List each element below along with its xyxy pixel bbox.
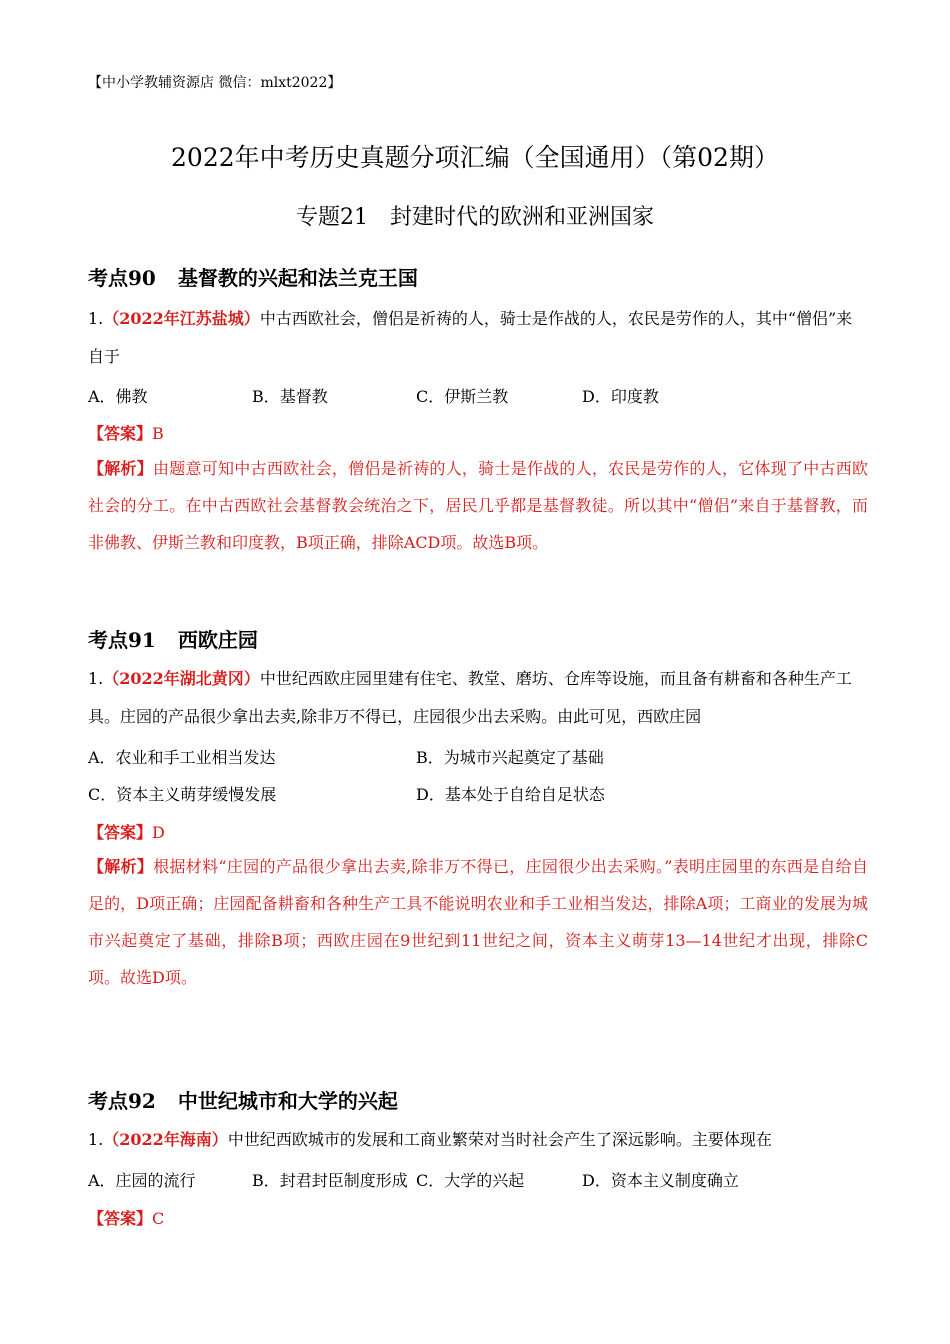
analysis-paragraph: [88, 450, 868, 561]
analysis-text: 由题意可知中古西欧社会，僧侣是祈祷的人，骑士是作战的人，农民是劳作的人，它体现了中古西欧社会的分工。在中古西欧社会基督教会统治之下，居民几乎都是基督教徒。所以其中“僧侣”来自于基督教，而非佛教、伊斯兰教和印度教，B项正确，排除ACD项。故选B项。: [88, 459, 868, 552]
section-name: 中世纪城市和大学的兴起: [177, 1089, 398, 1113]
option-b: B．封君封臣制度形成: [252, 1171, 408, 1190]
section-heading-90: [88, 262, 418, 291]
answer-value: C: [152, 1209, 165, 1228]
topic-subtitle: 专题21 封建时代的欧洲和亚洲国家: [296, 205, 654, 230]
question-text: 中古西欧社会，僧侣是祈祷的人，骑士是作战的人，农民是劳作的人，其中“僧侣”来自于: [88, 309, 853, 366]
option-c: C．资本主义萌芽缓慢发展: [88, 785, 277, 804]
answer-value: D: [152, 823, 165, 842]
question-text: 中世纪西欧庄园里建有住宅、教堂、磨坊、仓库等设施，而且备有耕畜和各种生产工具。庄园的产品很少拿出去卖,除非万不得已，庄园很少出去采购。由此可见，西欧庄园: [88, 669, 852, 726]
answer-label: 【答案】: [88, 823, 153, 842]
question-stem: [88, 660, 868, 736]
section-name: 基督教的兴起和法兰克王国: [177, 266, 418, 290]
question-text: 中世纪西欧城市的发展和工商业繁荣对当时社会产生了深远影响。主要体现在: [227, 1130, 772, 1149]
question-source: （2022年江苏盐城）: [103, 309, 260, 328]
option-b: B．为城市兴起奠定了基础: [416, 748, 604, 767]
answer-value: B: [152, 424, 164, 443]
section-heading-92: [88, 1085, 398, 1114]
option-d: D．资本主义制度确立: [582, 1171, 739, 1190]
answer-line: [88, 421, 164, 444]
section-name: 西欧庄园: [177, 628, 258, 652]
option-a: A．农业和手工业相当发达: [88, 748, 276, 767]
analysis-paragraph: [88, 848, 868, 996]
option-c: C．伊斯兰教: [416, 387, 509, 406]
question-number: 1.: [88, 1130, 104, 1149]
question-stem: [88, 1121, 868, 1159]
answer-label: 【答案】: [88, 424, 153, 443]
analysis-label: 【解析】: [88, 857, 154, 876]
question-stem: [88, 300, 868, 376]
option-d: D．印度教: [582, 387, 659, 406]
section-number: 考点92: [88, 1089, 156, 1113]
option-a: A．庄园的流行: [88, 1171, 196, 1190]
option-a: A．佛教: [88, 387, 148, 406]
option-b: B．基督教: [252, 387, 328, 406]
option-d: D．基本处于自给自足状态: [416, 785, 605, 804]
section-number: 考点91: [88, 628, 156, 652]
analysis-label: 【解析】: [88, 459, 154, 478]
answer-line: [88, 820, 165, 843]
section-number: 考点90: [88, 266, 156, 290]
question-number: 1.: [88, 309, 104, 328]
document-title: 2022年中考历史真题分项汇编（全国通用）（第02期）: [171, 143, 779, 172]
option-c: C．大学的兴起: [416, 1171, 525, 1190]
watermark-text: 【中小学教辅资源店 微信：mlxt2022】: [88, 75, 342, 91]
answer-label: 【答案】: [88, 1209, 153, 1228]
section-heading-91: [88, 624, 258, 653]
analysis-text: 根据材料“庄园的产品很少拿出去卖,除非万不得已，庄园很少出去采购。”表明庄园里的东西是自给自足的，D项正确；庄园配备耕畜和各种生产工具不能说明农业和手工业相当发达，排除A项；工商业的发展为城市兴起奠定了基础，排除B项；西欧庄园在9世纪到11世纪之间，资本主义萌芽13—14世纪才出现，排除C项。故选D项。: [88, 857, 868, 987]
question-source: （2022年海南）: [103, 1130, 228, 1149]
question-number: 1.: [88, 669, 104, 688]
question-source: （2022年湖北黄冈）: [103, 669, 260, 688]
answer-line: [88, 1206, 164, 1229]
